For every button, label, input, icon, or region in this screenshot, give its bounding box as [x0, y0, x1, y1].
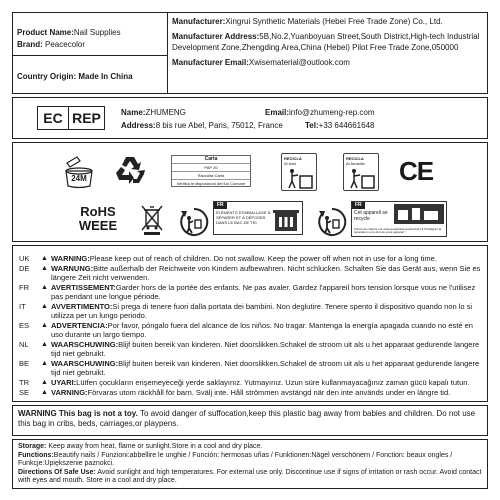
triman-icon: [317, 207, 347, 237]
recycle-text: Cet appareil se recycle: [354, 210, 388, 222]
ec-rep-address: [121, 120, 283, 132]
warning-text: Por favor, póngalo fuera del alcance de los niños. No tragar. Mantenga la energía apagada cuando no esté en uso durante un largo tiempo.: [51, 321, 473, 339]
storage-label: Storage:: [18, 443, 47, 450]
rohs-text: RoHS: [80, 204, 116, 219]
warning-text: Blijf buiten bereik van kinderen. Niet doorslikken.Schakel de stroom uit als u het apparaat gedurende langere tijd niet gebruikt.: [51, 359, 480, 377]
rep-text: REP: [72, 110, 101, 126]
ec-rep-tel: [305, 120, 374, 132]
manufacturer-value: Xingrui Synthetic Materials (Hebei Free Trade Zone) Co., Ltd.: [225, 17, 443, 26]
sorting-bin-icon: [272, 207, 300, 233]
country-code: IT: [19, 302, 26, 311]
warning-label: AVVERTIMENTO:: [51, 302, 113, 311]
storage-row: [18, 443, 482, 452]
carta-raccolta: Raccolta Carta: [172, 172, 250, 180]
manufacturer-box: [167, 12, 488, 94]
warning-triangle-icon: ▲: [41, 284, 48, 291]
warning-text: Garder hors de la portée des enfants. Ne pas avaler. Gardez l'appareil hors tension lorsque vous ne l'utilisez pas pendant une longue période.: [51, 283, 476, 301]
pao-jar-icon: [63, 155, 95, 189]
warning-triangle-icon: ▲: [41, 255, 48, 262]
functions-text: Beautify nails / Funzioni:abbellire le unghie / Función: hermosas uñas / Funktionen:Nägel verschönern / Fonction: beaux ongles / Funkcje:Upiększenie paznokci.: [18, 451, 453, 467]
ec-rep-badge: [37, 106, 105, 130]
brand-value: Peacecolor: [45, 40, 86, 49]
recicla-amarillo-box: [343, 153, 379, 191]
manufacturer-email-value: Xwisematerial@outlook.com: [248, 58, 350, 67]
recicla-azul-sub: Al Azul: [284, 161, 297, 166]
appliance-recycle-box: [351, 201, 447, 237]
ec-rep-email-value: info@zhumeng-rep.com: [289, 108, 375, 117]
manufacturer-label: Manufacturer:: [172, 17, 226, 26]
manufacturer-email-label: Manufacturer Email:: [172, 58, 249, 67]
person-bin-icon: [283, 168, 317, 190]
functions-label: Functions:: [18, 451, 54, 459]
warning-text: Förvaras utom räckhåll för barn. Svälj inte. Håll strömmen avstängd när den inte används under en längre tid.: [87, 388, 451, 397]
sorting-info-box: [213, 201, 303, 235]
warning-label: WAARSCHUWING:: [51, 340, 119, 349]
country-code: SE: [19, 388, 30, 397]
directions-row: [18, 469, 482, 486]
manufacturer-address-label: Manufacturer Address:: [172, 32, 260, 41]
ce-mark-icon: CE: [399, 156, 434, 186]
certification-icons-box: [12, 142, 488, 242]
recicla-azul-box: [281, 153, 317, 191]
country-code: TR: [19, 378, 29, 387]
bag-warning-label: WARNING This bag is not a toy.: [18, 409, 138, 418]
rohs-weee-mark: [73, 205, 123, 233]
carta-code: PAP 20: [172, 164, 250, 172]
country-code: NL: [19, 340, 29, 349]
manufacturer-email-row: [172, 57, 483, 68]
product-name-row: [13, 27, 125, 38]
storage-functions-box: [12, 439, 488, 489]
ec-rep-address-label: Address:: [121, 121, 156, 130]
triman-icon: [179, 207, 209, 237]
appliance-bin-icon: [394, 204, 444, 224]
sorting-text: ÉLÉMENTS D'EMBALLAGE À SÉPARER ET À DÉPOSER DANS LE BAC DE TRI: [216, 210, 271, 225]
warning-triangle-icon: ▲: [41, 303, 48, 310]
country-code: FR: [19, 283, 29, 292]
ec-rep-email-label: Email:: [265, 108, 290, 117]
divider: [13, 55, 167, 56]
ec-rep-tel-label: Tel:: [305, 121, 319, 130]
ec-rep-email: [265, 107, 375, 119]
product-name-label: Product Name:: [17, 28, 74, 37]
warning-label: UYARI:: [51, 378, 77, 387]
warning-triangle-icon: ▲: [41, 322, 48, 329]
warning-label: ADVERTENCIA:: [51, 321, 108, 330]
origin-value: Made In China: [78, 72, 133, 81]
manufacturer-address-value: 5B,No.2,Yuanboyuan Street,South District,High-tech Industrial Development Zone,Zhengding Area,China (Hebei) Pilot Free Trade Zone,050000: [172, 32, 480, 52]
bag-warning-text: To avoid danger of suffocation,keep this plastic bag away from babies and children. Do not use this bag in cribs, beds, carriages,or playpens.: [18, 409, 476, 428]
warning-triangle-icon: ▲: [41, 360, 48, 367]
fr-badge: FR: [214, 202, 227, 209]
crossed-bin-icon: [139, 203, 165, 235]
country-code: UK: [19, 254, 30, 263]
carta-recycling-box: [171, 155, 251, 187]
warning-triangle-icon: ▲: [41, 265, 48, 272]
recicla-amarillo-label: RECICLA: [346, 156, 364, 161]
manufacturer-text: [168, 13, 487, 71]
warning-text: Si prega di tenere fuori dalla portata dei bambini. Non deglutire. Tenere spento il dispositivo quando non lo si utilizza per un lungo periodo.: [51, 302, 473, 320]
warning-label: WARNUNG:: [51, 264, 94, 273]
ec-text: EC: [38, 107, 69, 129]
warning-text: Lütfen çocukların erişemeyeceği yerde saklayınız. Yutmayınız. Uzun süre kullanmayacağınız zaman gücü kapalı tutun.: [76, 378, 470, 387]
warning-label: VARNING:: [51, 388, 88, 397]
fr-badge: FR: [352, 202, 365, 209]
warning-text: Bitte außerhalb der Reichweite von Kindern aufbewahren. Nicht schlucken. Schalten Sie das Gerät aus, wenn Sie es längere Zeit nicht verwenden.: [51, 264, 481, 282]
country-code: BE: [19, 359, 30, 368]
weee-text: WEEE: [78, 218, 118, 233]
product-info-box: [12, 12, 168, 94]
ec-rep-name: [121, 107, 186, 119]
manufacturer-name-row: [172, 16, 483, 27]
warning-label: AVERTISSEMENT:: [51, 283, 116, 292]
recicla-azul-label: RECICLA: [284, 156, 302, 161]
country-code: ES: [19, 321, 30, 330]
warning-text: Blijf buiten bereik van kinderen. Niet doorslikken.Schakel de stroom uit als u het apparaat gedurende langere tijd niet gebruikt.: [51, 340, 480, 358]
storage-text: Keep away from heat, flame or sunlight.Store in a cool and dry place.: [48, 443, 263, 450]
warning-text: Please keep out of reach of children. Do not swallow. Keep the power off when not in use for a long time.: [89, 254, 437, 263]
multilingual-warnings-box: [12, 245, 488, 402]
country-code: DE: [19, 264, 30, 273]
warning-label: WARNING:: [51, 254, 90, 263]
bag-warning-box: [12, 405, 488, 436]
carta-note: Verifica le disposizioni del tuo Comune: [176, 181, 246, 186]
origin-row: [13, 71, 137, 82]
ec-rep-box: [12, 97, 488, 139]
recycle-arrows-icon: [113, 155, 147, 187]
recycle-note: Points de collecte sur www.quefairedemesdechets.fr Privilégiez la réparation ou le don de votre appareil !: [354, 226, 442, 235]
warning-label: WAARSCHUWING:: [51, 359, 119, 368]
ec-rep-name-value: ZHUMENG: [145, 108, 186, 117]
warning-triangle-icon: ▲: [41, 341, 48, 348]
ec-rep-address-value: 8 bis rue Abel, Paris, 75012, France: [155, 121, 283, 130]
directions-label: Directions Of Safe Use:: [18, 468, 96, 476]
carta-title: Carta: [172, 156, 250, 164]
origin-label: Country Origin:: [17, 72, 77, 81]
warning-triangle-icon: ▲: [41, 389, 48, 396]
ec-rep-name-label: Name:: [121, 108, 146, 117]
brand-row: [13, 39, 89, 50]
warning-triangle-icon: ▲: [41, 379, 48, 386]
brand-label: Brand:: [17, 40, 43, 49]
pao-text: 24M: [71, 174, 87, 183]
manufacturer-address-row: [172, 31, 483, 53]
person-bin-icon: [345, 168, 379, 190]
directions-text: Avoid sunlight and high temperatures. For external use only. Discontinue use if signs of irritation or rash occur. Avoid contact with eyes and mouth. Store in a cool and dry place.: [18, 468, 482, 484]
functions-row: [18, 452, 482, 469]
recicla-amarillo-sub: Al Amarillo: [346, 161, 365, 166]
ec-rep-tel-value: +33 644661648: [318, 121, 375, 130]
product-name-value: Nail Supplies: [73, 28, 121, 37]
